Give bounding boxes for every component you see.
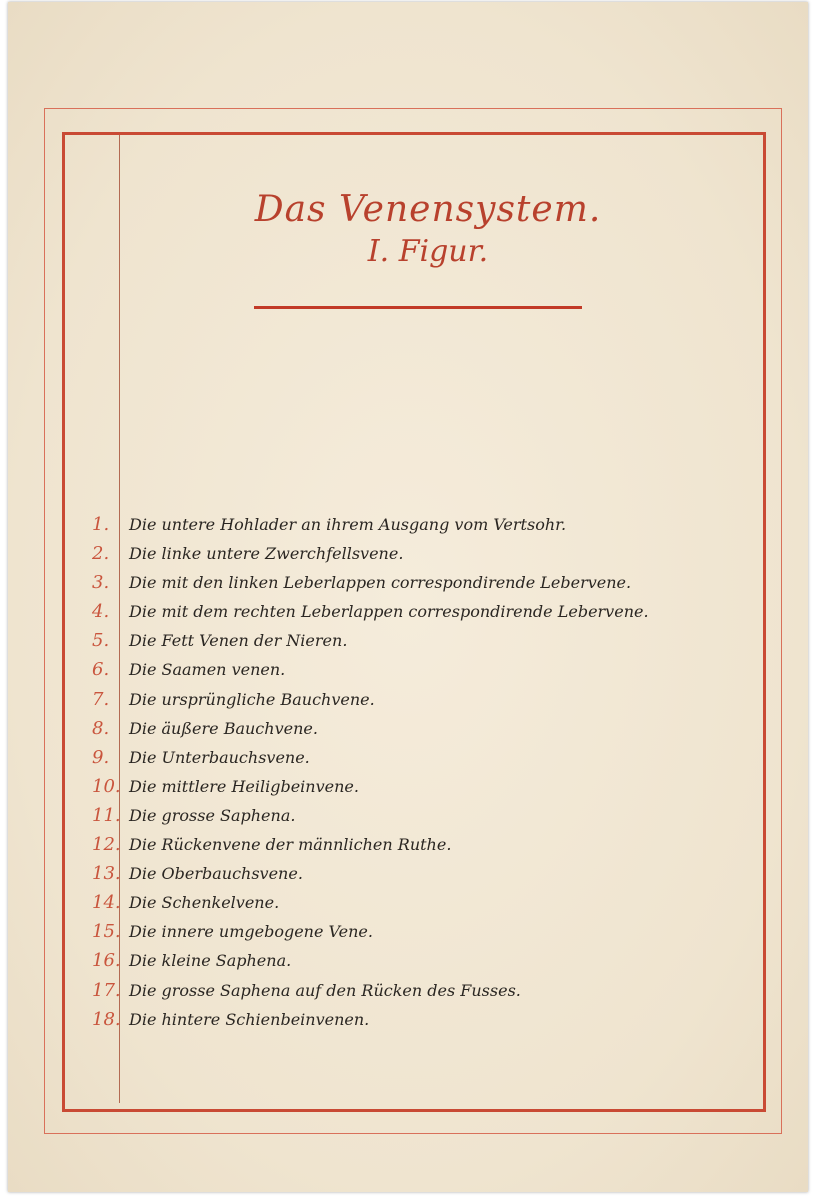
legend-text: Die linke untere Zwerchfellsvene.: [129, 544, 404, 564]
legend-text: Die hintere Schienbeinvenen.: [129, 1009, 370, 1029]
legend-text: Die innere umgebogene Vene.: [129, 922, 373, 942]
legend-number: 12.: [92, 834, 121, 856]
legend-number: 5.: [92, 630, 110, 652]
legend-item: [78, 1005, 698, 1034]
legend-text: Die grosse Saphena.: [129, 805, 296, 825]
legend-number: 15.: [92, 921, 121, 943]
legend-number: 8.: [92, 717, 110, 739]
page-title: [208, 187, 648, 270]
legend-list: [78, 510, 698, 1034]
legend-text: Die Fett Venen der Nieren.: [129, 631, 348, 651]
legend-item: [78, 510, 698, 539]
legend-text: Die Oberbauchsvene.: [129, 864, 303, 884]
legend-number: 9.: [92, 746, 110, 768]
legend-item: [78, 568, 698, 597]
legend-item: [78, 714, 698, 743]
legend-item: [78, 976, 698, 1005]
title-underline: [254, 306, 582, 309]
legend-number: 17.: [92, 979, 121, 1001]
title-line-2: I. Figur.: [367, 233, 489, 269]
legend-item: [78, 626, 698, 655]
legend-text: Die äußere Bauchvene.: [129, 718, 318, 738]
legend-item: [78, 946, 698, 975]
legend-text: Die kleine Saphena.: [129, 951, 292, 971]
legend-item: [78, 539, 698, 568]
legend-item: [78, 888, 698, 917]
legend-text: Die mittlere Heiligbeinvene.: [129, 776, 359, 796]
legend-text: Die grosse Saphena auf den Rücken des Fusses.: [129, 980, 521, 1000]
legend-number: 6.: [92, 659, 110, 681]
legend-number: 13.: [92, 863, 121, 885]
legend-number: 14.: [92, 892, 121, 914]
legend-text: Die Schenkelvene.: [129, 893, 280, 913]
legend-item: [78, 597, 698, 626]
legend-number: 4.: [92, 601, 110, 623]
legend-number: 16.: [92, 950, 121, 972]
title-line-1: Das Venensystem.: [254, 189, 602, 230]
legend-text: Die Rückenvene der männlichen Ruthe.: [129, 835, 452, 855]
legend-number: 7.: [92, 688, 110, 710]
legend-text: Die ursprüngliche Bauchvene.: [129, 689, 375, 709]
legend-item: [78, 917, 698, 946]
legend-item: [78, 772, 698, 801]
legend-number: 18.: [92, 1008, 121, 1030]
legend-item: [78, 830, 698, 859]
legend-text: Die Saamen venen.: [129, 660, 286, 680]
legend-item: [78, 685, 698, 714]
legend-item: [78, 859, 698, 888]
legend-number: 2.: [92, 543, 110, 565]
legend-number: 1.: [92, 514, 110, 535]
legend-text: Die untere Hohlader an ihrem Ausgang vom Vertsohr.: [129, 515, 567, 534]
legend-item: [78, 743, 698, 772]
legend-number: 11.: [92, 804, 121, 826]
manuscript-page: [8, 2, 808, 1192]
legend-item: [78, 801, 698, 830]
legend-number: 10.: [92, 775, 121, 797]
legend-number: 3.: [92, 572, 110, 594]
legend-item: [78, 655, 698, 684]
legend-text: Die mit den linken Leberlappen correspondirende Lebervene.: [129, 573, 632, 593]
legend-text: Die mit dem rechten Leberlappen correspondirende Lebervene.: [129, 602, 649, 622]
legend-text: Die Unterbauchsvene.: [129, 747, 310, 767]
